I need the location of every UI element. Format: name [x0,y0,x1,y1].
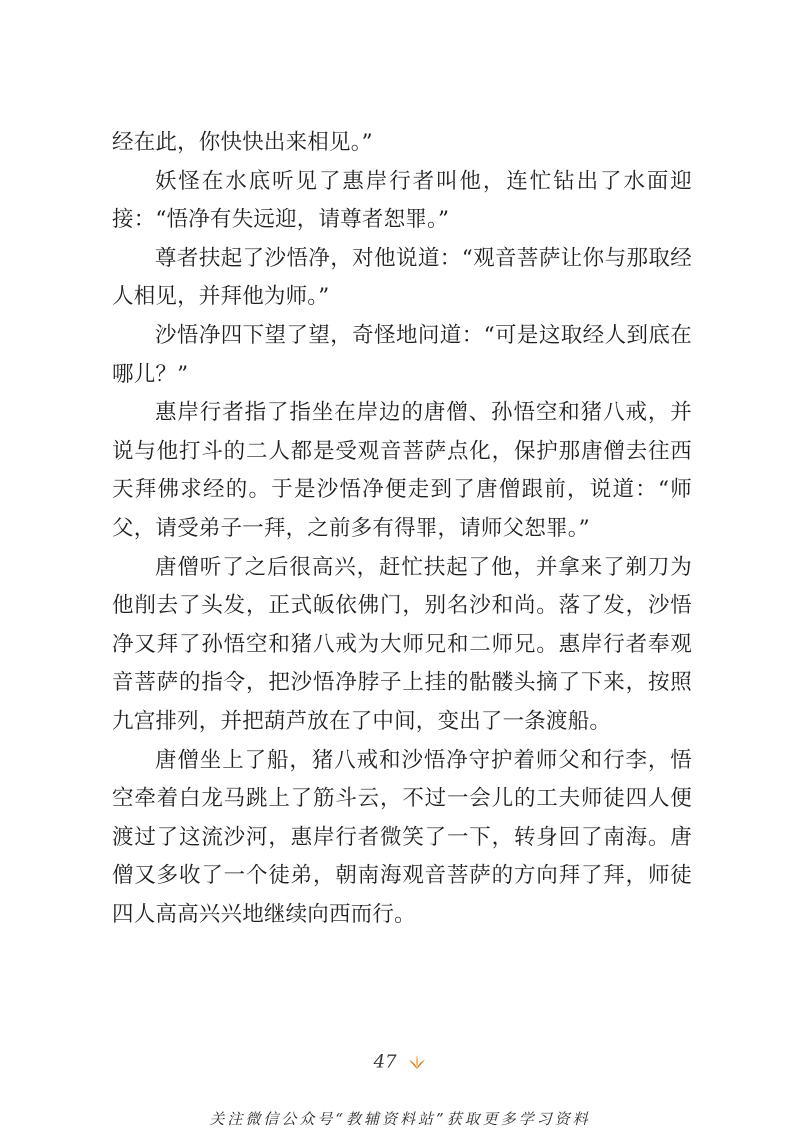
paragraph: 惠岸行者指了指坐在岸边的唐僧、孙悟空和猪八戒，并说与他打斗的二人都是受观音菩萨点化，保护那唐僧去往西天拜佛求经的。于是沙悟净便走到了唐僧跟前，说道：“师父，请受弟子一拜，之前多有得罪，请师父恕罪。” [112,400,692,541]
watermark-text: 关注微信公众号“教辅资料站”获取更多学习资料 [209,1110,591,1128]
leaf-ornament-icon [408,1054,426,1070]
page-number: 47 [373,1051,397,1073]
body-text [112,124,692,934]
paragraph: 唐僧听了之后很高兴，赶忙扶起了他，并拿来了剃刀为他削去了头发，正式皈依佛门，别名沙和尚。落了发，沙悟净又拜了孙悟空和猪八戒为大师兄和二师兄。惠岸行者奉观音菩萨的指令，把沙悟净脖子上挂的骷髅头摘了下来，按照九宫排列，并把葫芦放在了中间，变出了一条渡船。 [112,554,692,734]
paragraph: 尊者扶起了沙悟净，对他说道：“观音菩萨让你与那取经人相见，并拜他为师。” [112,245,692,310]
paragraph: 妖怪在水底听见了惠岸行者叫他，连忙钻出了水面迎接：“悟净有失远迎，请尊者恕罪。” [112,168,692,233]
paragraph: 唐僧坐上了船，猪八戒和沙悟净守护着师父和行李，悟空牵着白龙马跳上了筋斗云，不过一会儿的工夫师徒四人便渡过了这流沙河，惠岸行者微笑了一下，转身回了南海。唐僧又多收了一个徒弟，朝南海观音菩萨的方向拜了拜，师徒四人高高兴兴地继续向西而行。 [112,747,692,927]
paragraph-continued: 经在此，你快快出来相见。” [112,130,373,155]
paragraph: 沙悟净四下望了望，奇怪地问道：“可是这取经人到底在哪儿？” [112,322,692,387]
page-footer [0,1051,800,1073]
